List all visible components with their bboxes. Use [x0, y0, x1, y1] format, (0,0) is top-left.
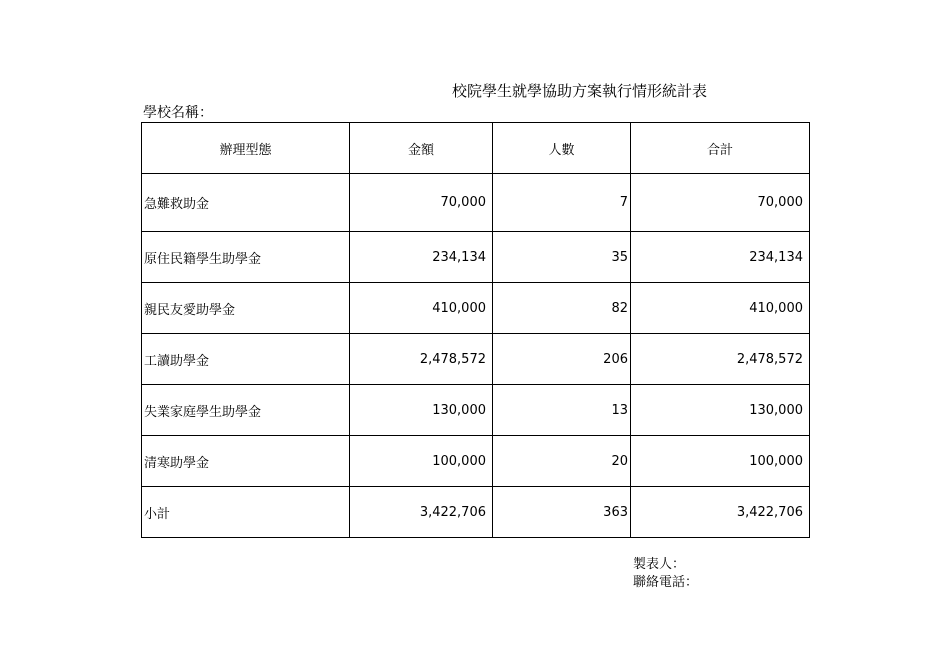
cell-type: 小計	[142, 487, 350, 538]
table-row	[142, 385, 810, 436]
cell-type: 原住民籍學生助學金	[142, 232, 350, 283]
preparer-label: 製表人：	[633, 557, 686, 572]
document-title: 校院學生就學協助方案執行情形統計表	[452, 82, 708, 100]
cell-total: 410,000	[631, 283, 810, 334]
cell-total: 3,422,706	[631, 487, 810, 538]
cell-amount: 130,000	[350, 385, 493, 436]
subtotal-row	[142, 487, 810, 538]
table-header-row	[142, 123, 810, 174]
cell-amount: 410,000	[350, 283, 493, 334]
table-row	[142, 232, 810, 283]
header-type: 辦理型態	[142, 123, 350, 174]
statistics-table	[141, 122, 810, 538]
cell-people: 363	[493, 487, 631, 538]
cell-people: 35	[493, 232, 631, 283]
cell-type: 工讀助學金	[142, 334, 350, 385]
cell-type: 清寒助學金	[142, 436, 350, 487]
cell-people: 20	[493, 436, 631, 487]
cell-type: 失業家庭學生助學金	[142, 385, 350, 436]
school-name-label: 學校名稱：	[143, 105, 213, 121]
table-row	[142, 174, 810, 232]
header-people: 人數	[493, 123, 631, 174]
cell-amount: 100,000	[350, 436, 493, 487]
table-row	[142, 334, 810, 385]
cell-people: 82	[493, 283, 631, 334]
cell-total: 2,478,572	[631, 334, 810, 385]
cell-people: 13	[493, 385, 631, 436]
footer	[633, 556, 698, 592]
cell-amount: 2,478,572	[350, 334, 493, 385]
cell-people: 206	[493, 334, 631, 385]
cell-total: 100,000	[631, 436, 810, 487]
header-total: 合計	[631, 123, 810, 174]
header-amount: 金額	[350, 123, 493, 174]
cell-amount: 70,000	[350, 174, 493, 232]
cell-amount: 3,422,706	[350, 487, 493, 538]
table-row	[142, 283, 810, 334]
cell-total: 70,000	[631, 174, 810, 232]
contact-phone-label: 聯絡電話：	[633, 575, 699, 590]
cell-total: 130,000	[631, 385, 810, 436]
cell-people: 7	[493, 174, 631, 232]
cell-type: 親民友愛助學金	[142, 283, 350, 334]
cell-total: 234,134	[631, 232, 810, 283]
cell-type: 急難救助金	[142, 174, 350, 232]
table-row	[142, 436, 810, 487]
cell-amount: 234,134	[350, 232, 493, 283]
